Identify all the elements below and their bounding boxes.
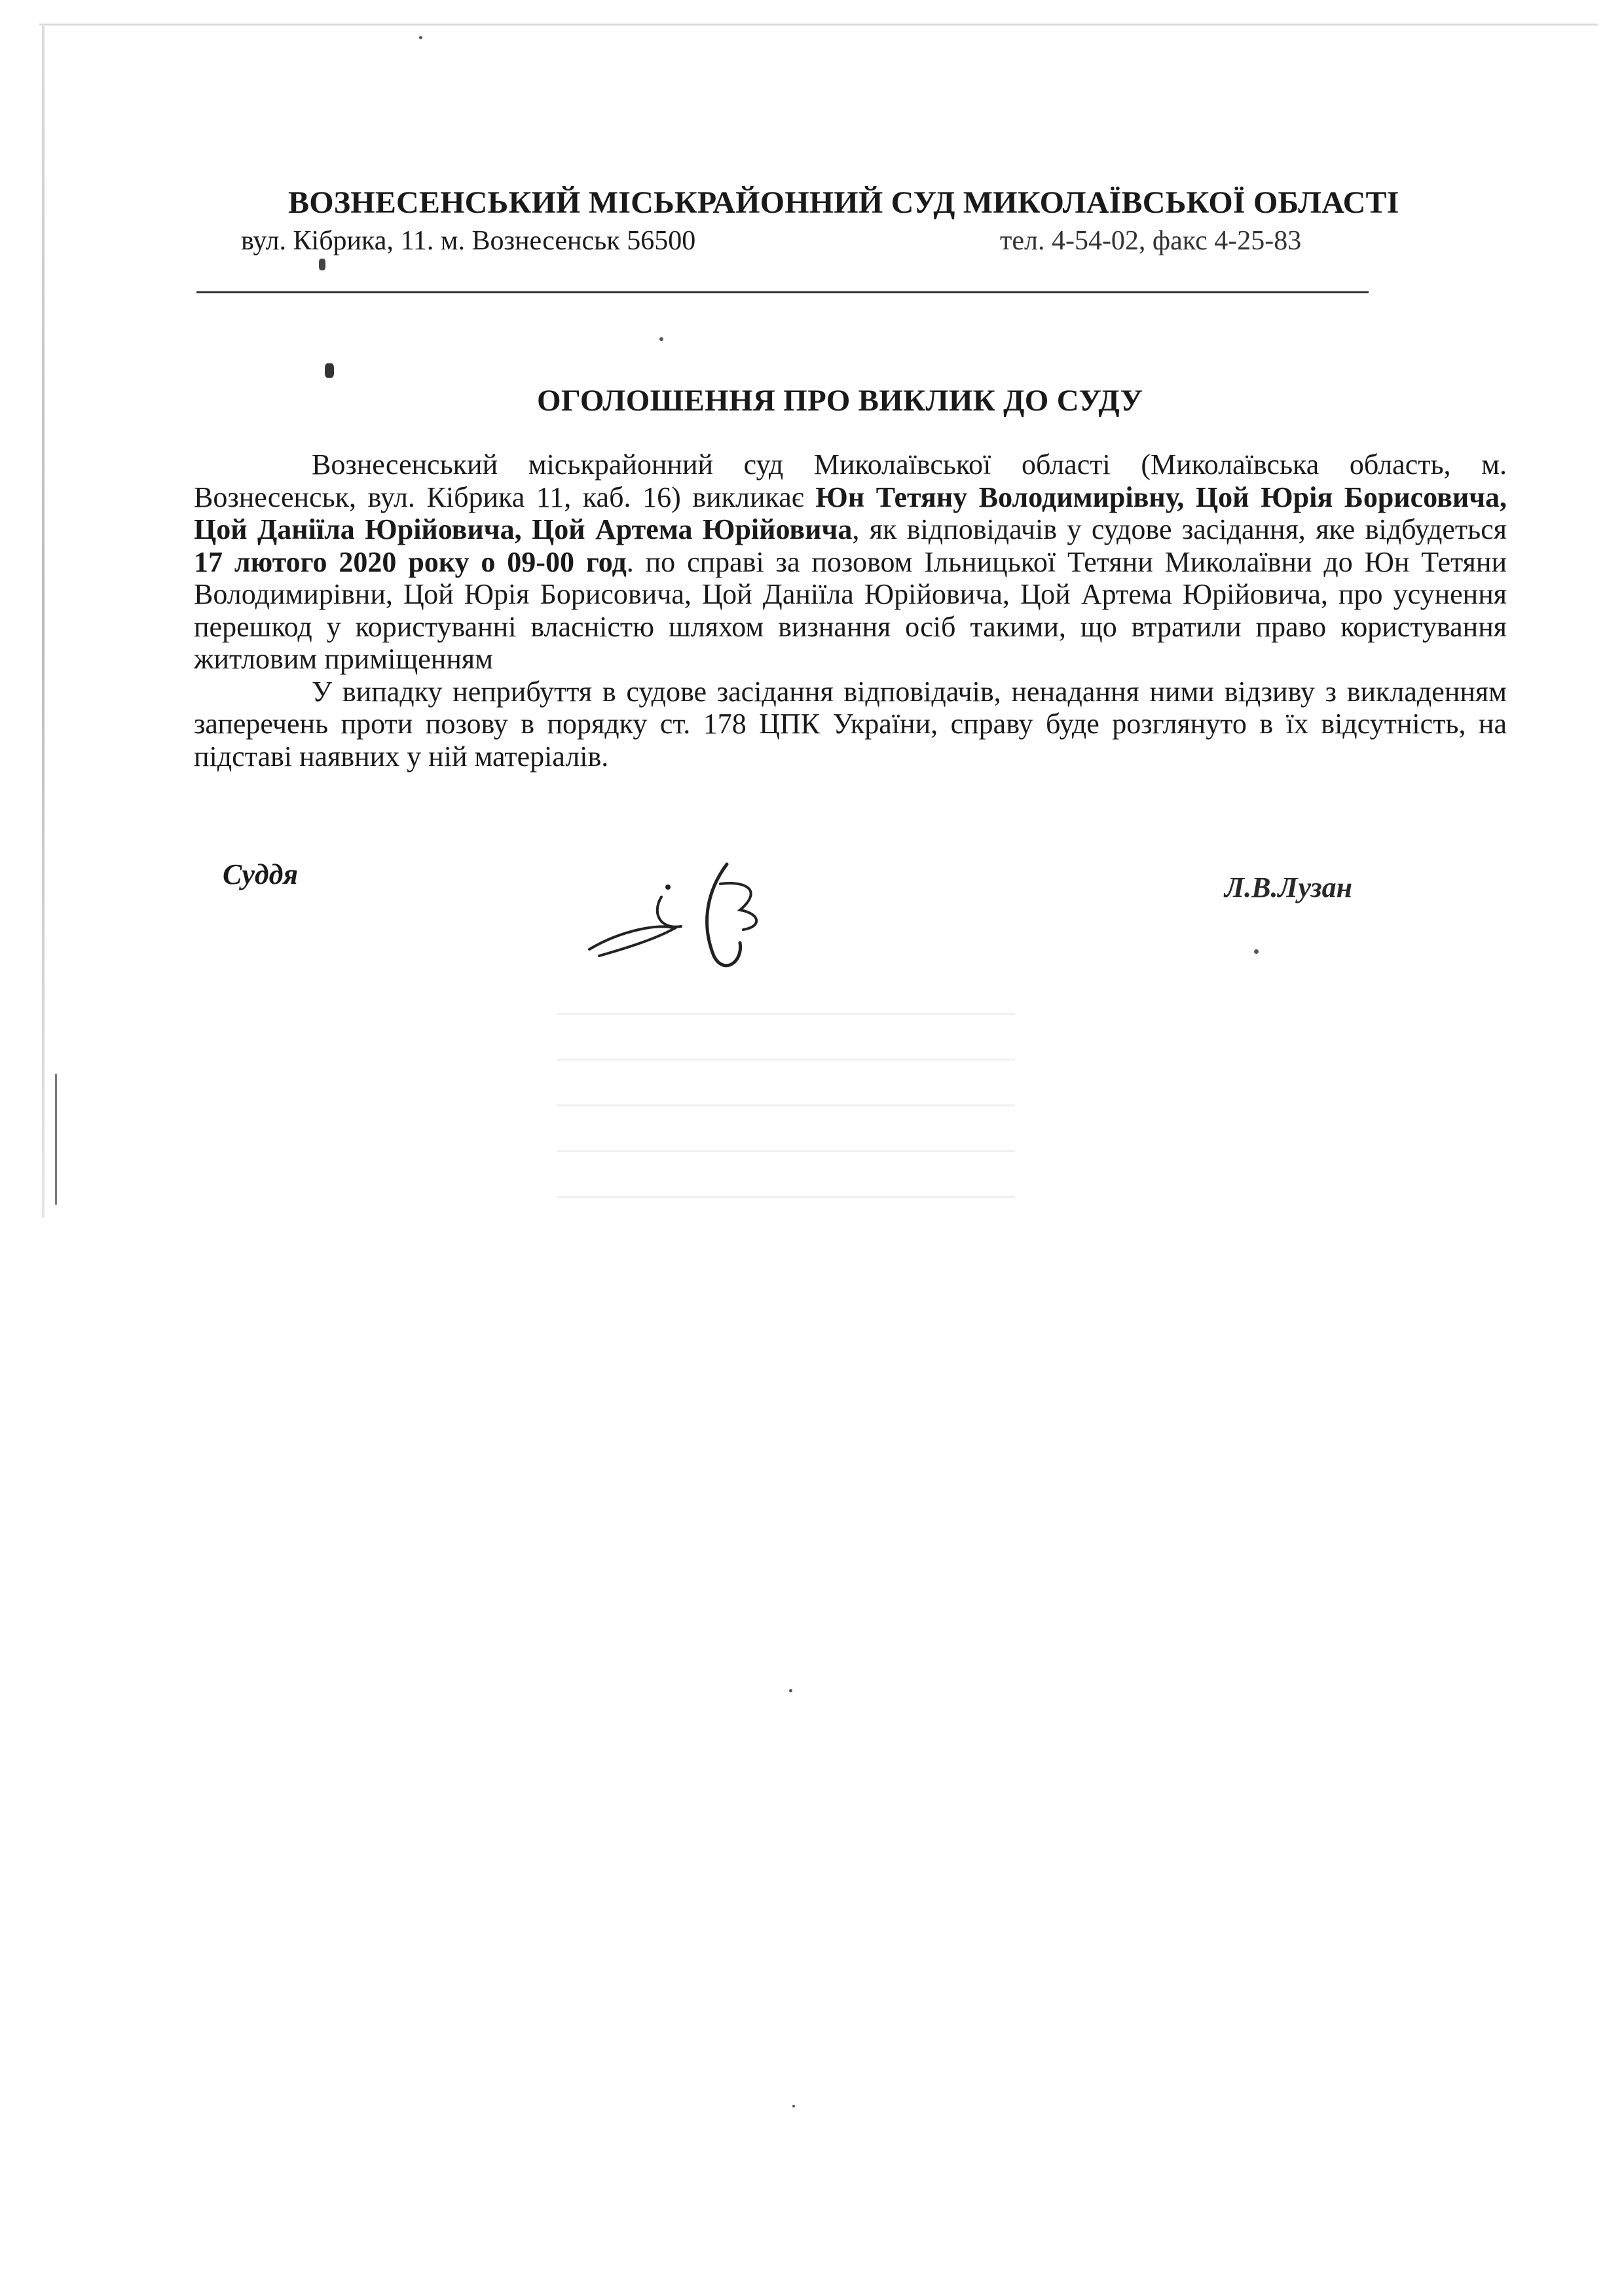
defendant-names: Юн Тетяну Володимирівну, Цой Юрія Борисовича, Цой Даніїла Юрійовича, Цой Артема Юрійовича [194,481,1507,545]
notice-paragraph-1 [194,448,1507,676]
scan-edge-left [42,26,45,1218]
scan-speck [789,1689,792,1692]
scan-speck [1254,949,1259,954]
notice-body [194,448,1507,773]
notice-title: ОГОЛОШЕННЯ ПРО ВИКЛИК ДО СУДУ [537,384,1143,418]
court-name: ВОЗНЕСЕНСЬКИЙ МІСЬКРАЙОННИЙ СУД МИКОЛАЇВСЬКОЇ ОБЛАСТІ [288,185,1399,220]
bleed-through-shadow [557,982,1015,1198]
judge-role: Суддя [223,858,299,890]
scan-speck [419,36,422,39]
court-phones: тел. 4-54-02, факс 4-25-83 [1000,226,1302,256]
scan-edge-mark [55,1074,57,1205]
court-address: вул. Кібрика, 11. м. Вознесенськ 56500 [241,226,696,256]
notice-intro: Вознесенський міськрайонний суд Миколаївської області (Миколаївська область, м. Вознесенськ, вул. Кібрика 11, каб. 16) викликає [194,448,1507,513]
notice-case-text: . по справі за позовом Ільницької Тетяни Миколаївни до Юн Тетяни Володимирівни, Цой Юрія Борисовича, Цой Даніїла Юрійовича, Цой Артема Юрійовича, про усунення перешкод у користуванні власністю шляхом визнання осіб такими, що втратили право користування житловим приміщенням [194,545,1507,675]
scan-edge-top [39,24,1598,26]
judge-name: Л.В.Лузан [1225,871,1353,903]
hearing-date: 17 лютого 2020 року о 09-00 год [194,545,627,578]
scan-speck [792,2105,795,2107]
judge-signature [583,851,805,972]
scan-speck [659,337,663,341]
header-rule [196,291,1369,293]
notice-hearing-text: , як відповідачів у судове засідання, яке відбудеться [852,513,1507,545]
scan-speck [325,363,334,378]
scan-speck [319,259,325,270]
notice-paragraph-2: У випадку неприбуття в судове засідання відповідачів, ненадання ними відзиву з викладенням заперечень проти позову в порядку ст. 178 ЦПК України, справу буде розглянуто в їх відсутність, на підставі наявних у ній матеріалів. [194,675,1507,773]
